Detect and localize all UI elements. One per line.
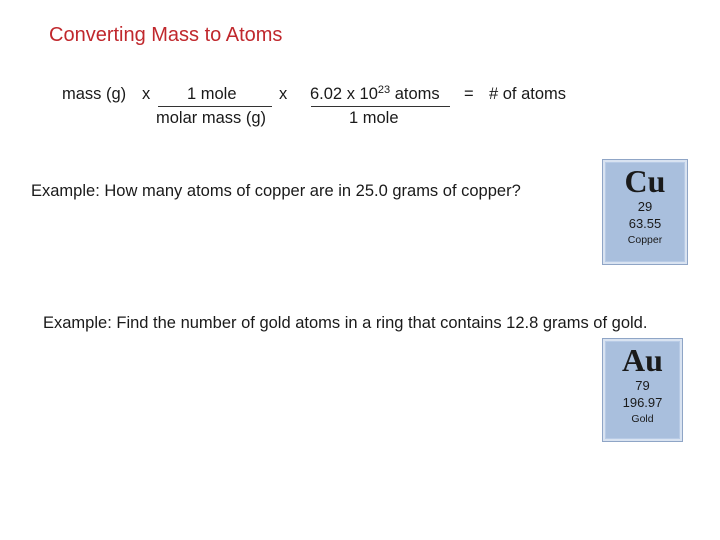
formula-denominator-2: 1 mole [349,109,399,127]
element-name: Gold [631,413,654,425]
avogadro-exponent: 23 [377,84,391,96]
formula-mass: mass (g) [62,85,127,103]
page-title: Converting Mass to Atoms [49,24,283,46]
atomic-mass: 196.97 [622,395,663,410]
element-tile-copper [602,159,688,265]
atomic-number: 29 [637,199,653,214]
element-symbol: Cu [624,163,666,199]
fraction-bar-1 [158,106,272,107]
atomic-mass: 63.55 [628,216,662,231]
formula-times-1: x [142,85,151,103]
example-copper: Example: How many atoms of copper are in 25.0 grams of copper? [31,182,521,200]
element-tile-gold [602,338,683,442]
formula-times-2: x [279,85,288,103]
formula-result: # of atoms [489,85,567,103]
avogadro-unit: atoms [390,85,440,103]
formula-numerator-1: 1 mole [187,85,237,103]
fraction-bar-2 [311,106,450,107]
element-name: Copper [627,234,663,246]
avogadro-base: 6.02 x 10 [310,85,378,103]
element-symbol: Au [622,342,663,378]
atomic-number: 79 [635,378,650,393]
example-gold: Example: Find the number of gold atoms in a ring that contains 12.8 grams of gold. [43,314,648,332]
formula-equals: = [464,85,474,103]
formula-numerator-2 [310,84,440,104]
formula-denominator-1: molar mass (g) [156,109,267,127]
